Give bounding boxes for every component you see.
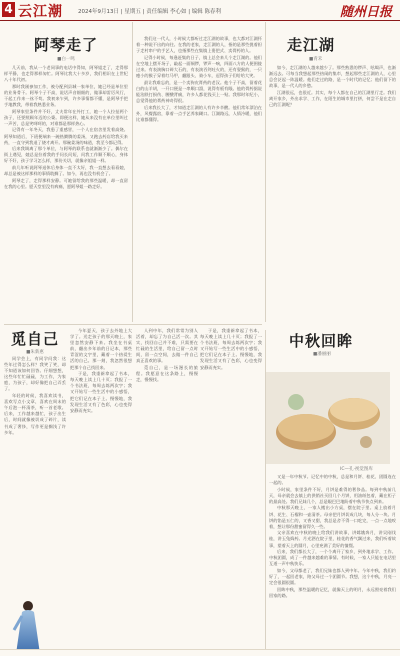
paragraph: 人到中年，我们常常为别人活着，却忘了为自己活一次。其实，找回自己并不难，只需要在忙碌的生活里，给自己留一点时间，留一点空间，去做一件自己真正喜欢的事。	[136, 328, 198, 364]
paragraph: 小时候，家里条件不好，月饼是难得的奢侈品。每到中秋前几天，母亲就会去镇上的供销社买回几个月饼，用油纸包着，藏在柜子的最高处。我们兄妹几个，总是眼巴巴地盼着中秋节快点到来。	[269, 486, 396, 504]
paragraph: 觅自己，是一场漫长的旅程。我愿意在这条路上，慢慢走，慢慢找。	[136, 365, 198, 383]
paragraph: 如今，父母都老了，我们兄妹也都人到中年。今年中秋，我们约好了，一起回老家，陪父母过一个团圆节。我想，这个中秋，月亮一定会很圆很圆。	[269, 567, 396, 586]
row-divider	[4, 324, 262, 325]
article-body	[269, 474, 396, 599]
paragraph: 今年夏天，孩子去外地上大学了。送走孩子的那天晚上，家里忽然安静下来。我坐在书桌前，翻出多年前的日记本，那些青涩的文字里，藏着一个热爱生活的自己。那一刻，我忽然很想把那个自己找回来。	[70, 328, 132, 370]
paragraph: 于是，我重新拿起了书本，每天晚上读上几十页；我报了一个书法班，每周去练两次字；我又开始写一些生活中的小感悟，把它们记在本子上。慢慢地，我发现生活又有了色彩，心也变得安静而充实。	[200, 328, 262, 370]
paragraph: 那时我刚参加工作，被分配到县城一家单位，她已经是单位里的业务骨干。阿琴个子不高，说话声音细细的，做事却雷厉风行，干起工作来一丝不苟。我初来乍到，许多事情都不懂，是阿琴手把手地教我，带着我熟悉业务。	[4, 83, 128, 108]
article-byline: ■朱新惠	[26, 350, 44, 355]
article-title: 走江湖	[287, 36, 336, 54]
paragraph: 我们这一代人，小时候大都听过走江湖的故事，也大都对江湖怀着一种说不出的向往。在我的老家，走江湖的人，指的是那些挑着担子走村串户的手艺人，也指那些在集镇上耍把式、卖膏药的人。	[136, 36, 262, 54]
article-body-col4	[200, 328, 262, 654]
paragraph: 中秋那天晚上，一家人搬出小方桌，摆在院子里。桌上放着月饼、花生、石榴和一壶清茶。母亲把月饼切成几块，每人分一块。月饼的馅是五仁的，又香又甜，我总是舍不得一口吃完，一点一点地咬着，想让那份甜蜜留得久一些。	[269, 505, 396, 529]
mooncake-photo	[266, 372, 390, 464]
paragraph: 记得小时候，每逢赶集的日子，镇上总会来几个走江湖的。他们在空地上摆开场子，敲起一面铜锣，锣声一响，四面八方的人便围拢过来。有表演胸口碎大石的，有表演吞剑吐火的，还有耍猴的，一只瘦小的猴子穿着红马甲，翻跟头、骑小车，逗得孩子们哈哈大笑。	[136, 54, 262, 79]
paragraph: 江湖很远，也很近。其实，每个人都在自己的江湖里行走。我们离开家乡，外出求学、工作，在陌生的城市里打拼，何尝不是在走自己的江湖呢？	[269, 89, 396, 108]
section-title: 云江潮	[18, 4, 63, 20]
paragraph: 父亲喜欢在中秋的晚上给我们讲故事，讲嫦娥奔月，讲吴刚伐桂，讲玉兔捣药。月光洒在院子里，桂花的香气飘过来，我们听着故事，望着天上的圆月，心里充满了美好的憧憬。	[269, 530, 396, 548]
newspaper-masthead: 随州日报	[339, 5, 392, 20]
article-zoujianghu	[136, 34, 262, 320]
article-zoujianghu-head	[269, 34, 396, 324]
paragraph: 又是一年中秋节。记忆中的中秋，总是和月饼、桂花、团圆连在一起的。	[269, 474, 396, 486]
article-aqin	[4, 34, 128, 320]
article-body-col2	[70, 328, 132, 654]
paragraph: 最让我难忘的，是一个卖狗皮膏药的老汉。他个子不高，留着花白的山羊胡，一开口便是一串顺口溜，说得有板有眼。他的膏药据说能治跌打损伤、腰酸背痛，许多人都花钱买上一贴。我那时年纪小，总觉得他的膏药神奇得很。	[136, 79, 262, 103]
page-header	[0, 0, 400, 21]
column-divider	[132, 22, 133, 322]
article-title: 觅自己	[10, 330, 59, 348]
page-number: 4	[2, 2, 15, 17]
article-byline: ■白一鸣	[57, 57, 75, 62]
photo-caption: IC—孔·视觉图库	[340, 467, 373, 472]
paragraph: 记得有一年冬天，我患了重感冒，一个人在宿舍里发着高烧。阿琴知道后，下班便端来一碗热腾腾的姜汤，又跑去药店给我买来药，一直守到我退了烧才离开。那碗姜汤的味道，我至今都记得。	[4, 127, 128, 145]
paragraph: 同学会上，有同学问我：这些年过得怎么样？我笑了笑，却不知道该如何回答。仔细想想，这些年忙忙碌碌，为工作，为家庭，为孩子，却好像把自己弄丢了。	[4, 356, 66, 392]
article-zhongqiu-body	[269, 474, 396, 652]
article-byline: ■潘丽丽	[313, 352, 331, 357]
article-body	[269, 65, 396, 108]
illustration-figure	[8, 596, 48, 656]
paragraph: 年轻的时候，我喜欢读书，喜欢写点小文章，喜欢在周末的午后泡一杯清茶，听一首老歌。后来，工作越来越忙，孩子出生后，时间就像被切成了碎片，读书成了奢侈，写作更是搁浅了许多年。	[4, 393, 66, 435]
article-title: 阿琴走了	[33, 36, 98, 54]
paragraph: 前几年听说阿琴退休后身体一直不太好，我一直想去看看她，却总是被这样那样的事情耽搁了。如今，再也没有机会了。	[4, 165, 128, 177]
paragraph: 如今，走江湖的人越来越少了。那些熟悉的锣声、吆喝声，也渐渐远去。可每当我想起那些热闹的集市，想起那些走江湖的人，心里总会泛起一阵温暖。他们走过的路，是一个时代的记忆；他们留下的故事，是一代人的乡愁。	[269, 65, 396, 89]
mooncake-image	[266, 372, 390, 464]
article-zhongqiu-head	[269, 330, 396, 374]
article-title: 中秋回眸	[289, 332, 354, 350]
paragraph: 后来，我们都长大了，一个个离开了家乡，到外地求学、工作。中秋团圆，成了一件越来越难的事情。有时候，一家人只能在电话里互道一声中秋快乐。	[269, 549, 396, 567]
article-body	[4, 65, 128, 190]
article-body-col3	[136, 328, 198, 654]
paragraph: 于是，我重新拿起了书本，每天晚上读上几十页；我报了一个书法班，每周去练两次字；我又开始写一些生活中的小感悟，把它们记在本子上。慢慢地，我发现生活又有了色彩，心也变得安静而充实。	[70, 371, 132, 413]
issue-info: 2024年9月13日 | 星期五 | 责任编辑 李心如 | 编辑 陈春利	[78, 9, 222, 15]
article-byline: ■青禾	[309, 57, 323, 62]
article-body-continued	[136, 36, 262, 123]
paragraph: 阿琴走了，走得那样安静。可她留给我的那些温暖，却一直留在我的心里。愿天堂里没有病痛，愿阿琴姐一路走好。	[4, 177, 128, 189]
column-divider	[265, 22, 266, 322]
paragraph: 后来我调离了那个单位，与阿琴的联系也就渐渐少了。偶尔在街上遇见，她总是拉着我的手问长问短，问我工作顺不顺心，身体好不好，孩子学习怎么样，那份关切，就像亲姐姐一样。	[4, 146, 128, 164]
paragraph: 后来我长大了，才知道走江湖的人有许多辛酸。他们常年漂泊在外，风餐露宿，靠着一点手艺养家糊口。江湖路远，人情冷暖，他们比谁都懂得。	[136, 104, 262, 122]
page-footer	[0, 649, 400, 656]
article-body	[4, 356, 66, 576]
paragraph: 回眸中秋，那些温暖的记忆，就像天上的明月，永远照亮着我们回家的路。	[269, 586, 396, 598]
paragraph: 几天前，我从一个老同事的电话中得知，阿琴姐走了，走得那样平静，也走得那样匆忙。阿琴比我大十多岁，我们相识在上世纪八十年代初。	[4, 65, 128, 83]
paragraph: 阿琴家里条件并不好，丈夫常年在外打工，她一个人拉扯两个孩子，还要照顾年迈的公婆。即便这样，她从来没有在单位里叫过一声苦，总是笑呵呵的，对谁都是那样热心。	[4, 108, 128, 126]
